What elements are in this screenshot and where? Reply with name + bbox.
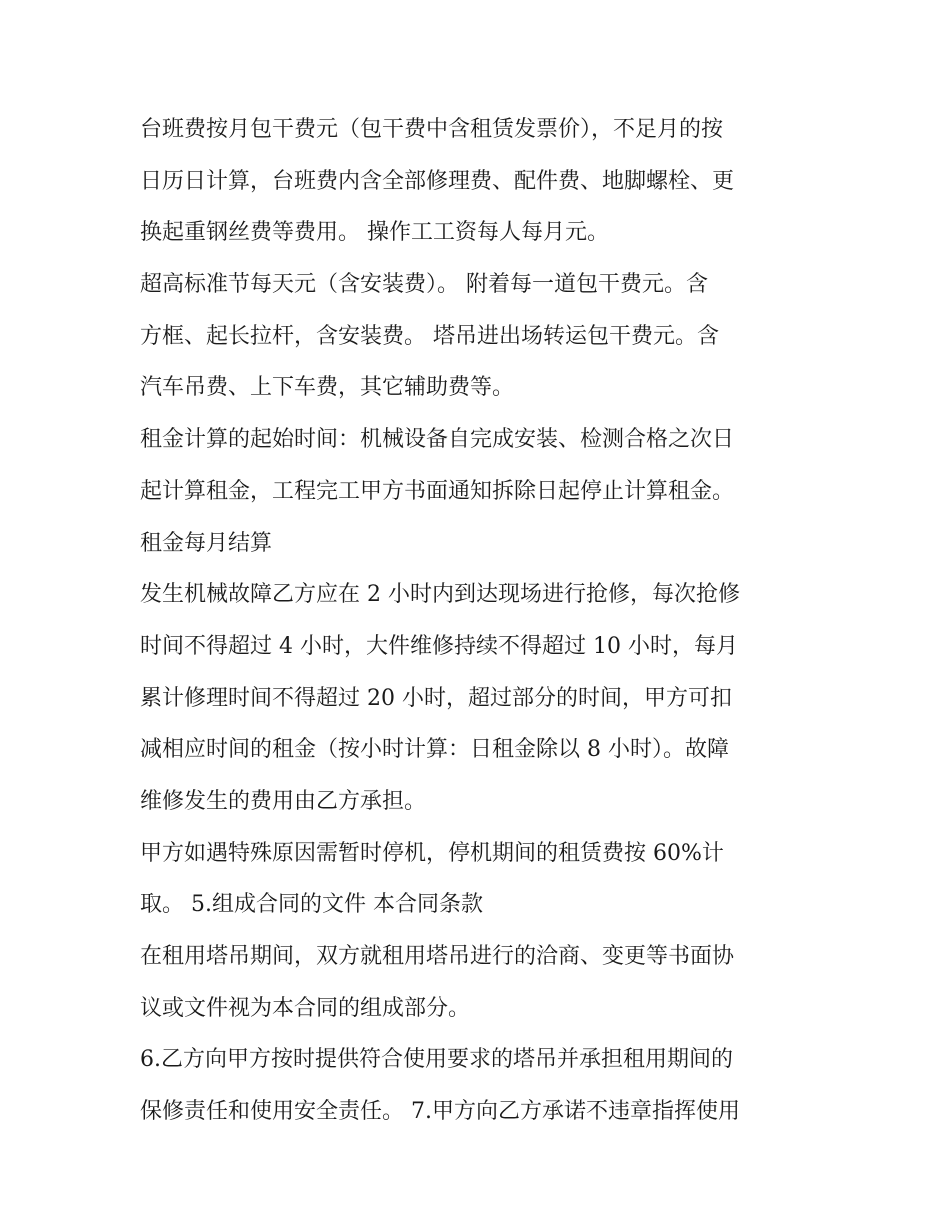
text-line: 6.乙方向甲方按时提供符合使用要求的塔吊并承担租用期间的	[140, 1047, 733, 1073]
text-line: 台班费按月包干费元（包干费中含租赁发票价），不足月的按	[140, 117, 724, 142]
text-line: 累计修理时间不得超过 20 小时，超过部分的时间，甲方可扣	[140, 685, 732, 711]
text-line: 租金计算的起始时间：机械设备自完成安装、检测合格之次日	[140, 427, 735, 453]
document-body	[140, 110, 820, 1144]
paragraph-rent-start	[140, 420, 820, 575]
paragraph-suspension-fee	[140, 834, 820, 937]
paragraph-obligations	[140, 1040, 820, 1143]
text-line: 时间不得超过 4 小时，大件维修持续不得超过 10 小时，每月	[140, 633, 738, 659]
text-line: 在租用塔吊期间，双方就租用塔吊进行的洽商、变更等书面协	[140, 944, 735, 969]
paragraph-contract-documents	[140, 937, 820, 1040]
paragraph-breakdown-repair	[140, 575, 820, 833]
text-line: 减相应时间的租金（按小时计算：日租金除以 8 小时）。故障	[140, 737, 729, 763]
text-line: 甲方如遇特殊原因需暂时停机，停机期间的租赁费按 60%计	[140, 840, 724, 866]
text-line: 租金每月结算	[140, 530, 273, 556]
text-line: 汽车吊费、上下车费，其它辅助费等。	[140, 375, 515, 401]
text-line: 超高标准节每天元（含安装费）。 附着每一道包干费元。含	[140, 272, 708, 298]
text-line: 换起重钢丝费等费用。 操作工工资每人每月元。	[140, 220, 609, 246]
text-line: 维修发生的费用由乙方承担。	[140, 788, 427, 814]
paragraph-shift-fee	[140, 110, 820, 265]
text-line: 起计算租金，工程完工甲方书面通知拆除日起停止计算租金。	[140, 478, 735, 504]
text-line: 议或文件视为本合同的组成部分。	[140, 995, 471, 1021]
text-line: 发生机械故障乙方应在 2 小时内到达现场进行抢修，每次抢修	[140, 582, 740, 608]
text-line: 保修责任和使用安全责任。 7.甲方向乙方承诺不违章指挥使用	[140, 1099, 740, 1125]
text-line: 取。 5.组成合同的文件 本合同条款	[140, 892, 483, 918]
text-line: 日历日计算，台班费内含全部修理费、配件费、地脚螺栓、更	[140, 168, 735, 194]
paragraph-extra-height-fee	[140, 265, 820, 420]
text-line: 方框、起长拉杆，含安装费。 塔吊进出场转运包干费元。含	[140, 323, 719, 349]
